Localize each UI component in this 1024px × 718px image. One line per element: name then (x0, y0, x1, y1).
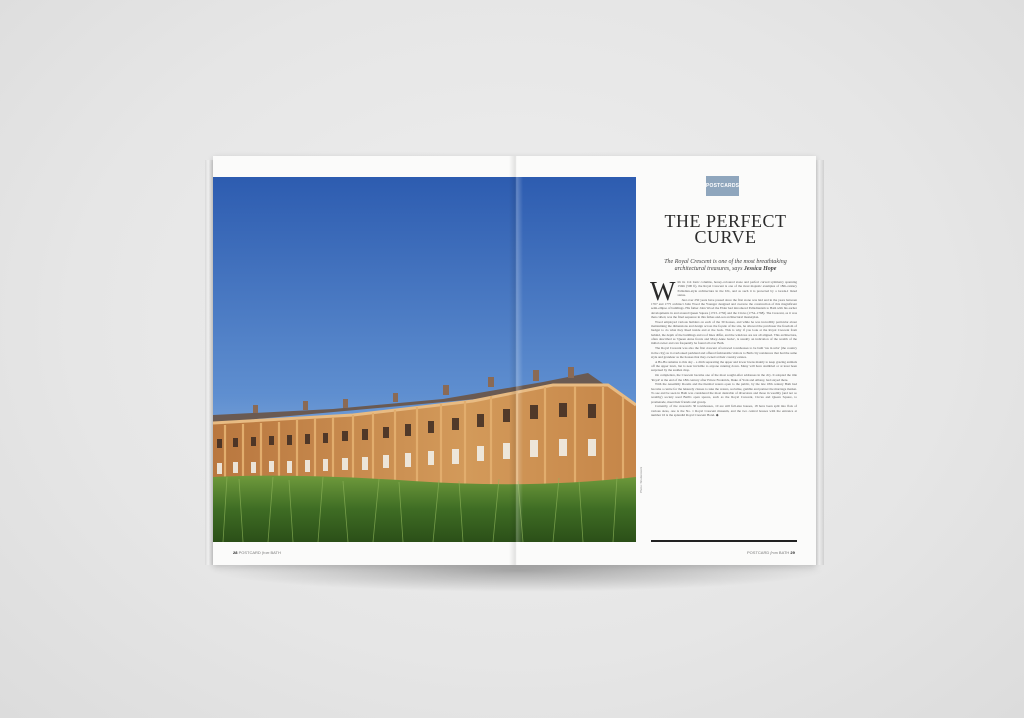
magazine-spread (213, 156, 816, 565)
mag-word-right: from (770, 550, 778, 555)
folio-left (233, 550, 281, 555)
paragraph-1 (650, 276, 797, 306)
paragraph-7: With the Assembly Rooms and the thermal waters open to the public, by the late 18th century Bath had become a centre for the leisurely classes to take the waters, socialise, gamble and partner the marriage market. To see and be seen in Bath was considered the most desirable of diversions and those in wealthy (and not so wealthy) society used Bath's open spaces, such as the Royal Crescent, Circus and Queen Square, to promenade, meet their friends and gossip. (651, 382, 797, 404)
mag-suffix-left: BATH (270, 550, 281, 555)
page-edge-left (205, 160, 213, 565)
end-rule (651, 540, 797, 542)
mag-prefix-right: POSTCARD (747, 550, 770, 555)
paragraph-text: ith its 114 Ionic columns, honey-coloured stone and perfect curved symmetry spanning 150m (500 ft), the Royal Crescent is one of the most majestic examples of 18th-century Palladian-style architecture in the UK, and as such it is protected by a Grade-I listed status. (677, 280, 797, 297)
article-title (653, 213, 798, 245)
folio-right (747, 550, 795, 555)
paragraph-8: Currently, of the crescent's 30 townhouses, 10 are still full-size houses, 18 have been split into flats of various sizes, one is the No. 1 Royal Crescent museum, and the two central houses with the entrance at number 16 is the splendid Royal Crescent Hotel. ◆ (651, 404, 797, 418)
photo-credit: Photo: Shutterstock (639, 466, 643, 493)
standfirst-text: The Royal Crescent is one of the most breathtaking architectural treasures, says (664, 259, 787, 272)
paragraph-5: A Ha-Ha remains to this day – a ditch separating the upper and lower lawns mainly to keep grazing animals off the upper lawn, but is near invisible to anyone running down. Many will have stumbled or at least been surprised by the sudden drop. (651, 359, 797, 373)
drop-cap: W (650, 276, 676, 306)
article-body (650, 276, 797, 418)
title-line-1: THE PERFECT (664, 211, 787, 231)
paragraph-2: Just over 250 years have passed since the first stone was laid and in the years between 1767 and 1775 architect John Wood the Younger designed and oversaw the construction of this magnificent semi-ellipse of buildings. His father John Wood the Elder had introduced Palladianism to Bath with his earlier developments in and around Queen Square (1723–1736) and the Circus (1754–1768). The Crescent, as it was then called, was the final sequence in this father-and-son architectural masterplan. (651, 297, 797, 319)
author-name: Jessica Hope (743, 266, 777, 272)
photo-illustration (213, 177, 636, 542)
mag-word-left: from (261, 550, 270, 555)
standfirst (656, 259, 795, 273)
page-number-right: 29 (790, 550, 795, 555)
royal-crescent-photo (213, 177, 636, 542)
page-number-left: 28 (233, 550, 238, 555)
mag-suffix-right: BATH (778, 550, 790, 555)
mag-prefix-left: POSTCARD (238, 550, 261, 555)
section-badge: POSTCARDS (706, 176, 739, 196)
page-edge-right (816, 160, 824, 565)
paragraph-4: The Royal Crescent was also the first crescent of terraced townhouses to be built 'rus in urbe' (the country in the city) as it overlooked parkland and offered fashionable visitors to Bath city residences that had the same style and grandeur as the houses that they owned at their country estates. (651, 346, 797, 359)
paragraph-6: On completion, the Crescent became one of the most sought-after addresses in the city. It adopted the title 'Royal' at the end of the 18th century after Prince Frederick, Duke of York and Albany, had stayed there. (651, 373, 797, 382)
paragraph-3: Wood employed various builders on each of the 30 houses, and while he was incredibly particular about maintaining the dimensions and design across the façade of the site, he allowed the purchaser the freedom of budget to do what they liked inside and at the back. This is why if you look at the Royal Crescent from behind, the depth of the buildings and roof lines differ, and the windows are not all aligned. This architecture, often described as 'Queen Anne fronts and Mary-Anne backs', is usually an indication of the wealth of the initial owner and can frequently be found all over Bath. (651, 319, 797, 346)
title-line-2: CURVE (694, 227, 757, 247)
